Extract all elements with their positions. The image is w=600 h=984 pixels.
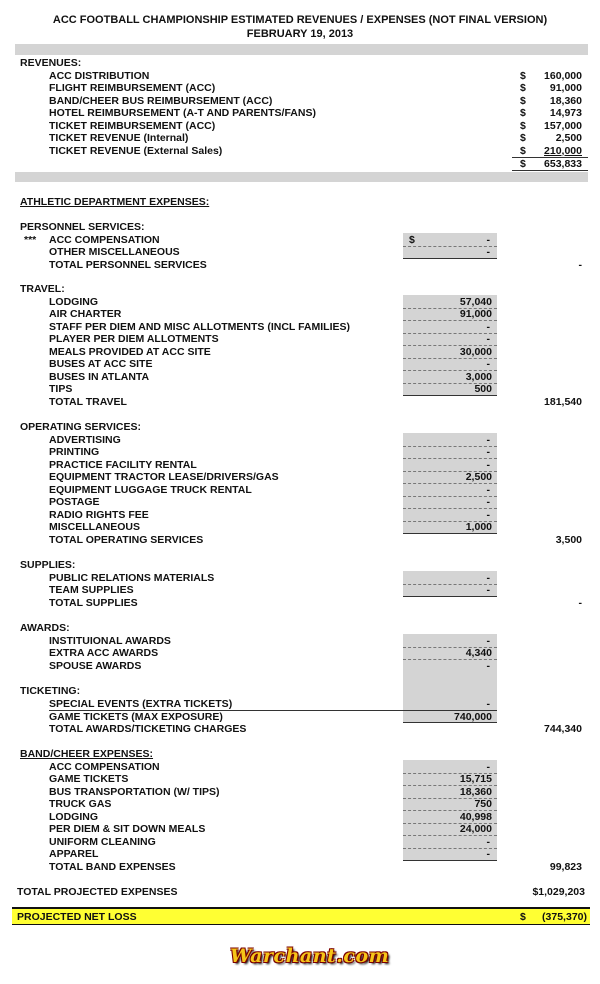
expense-label: LODGING (49, 296, 98, 308)
expense-value: - (486, 584, 490, 596)
value-rule (403, 659, 497, 660)
expense-value: 40,998 (459, 811, 492, 823)
expense-label: SPECIAL EVENTS (EXTRA TICKETS) (49, 698, 233, 710)
expense-value: 1,000 (465, 521, 492, 533)
expense-value: 91,000 (459, 308, 492, 320)
expense-value: 4,340 (465, 647, 492, 659)
expense-label: INSTITUIONAL AWARDS (49, 635, 171, 647)
subtotal-value: - (578, 259, 582, 271)
revenue-label: ACC DISTRIBUTION (49, 70, 150, 82)
expense-value: - (486, 761, 490, 773)
revenue-amount: 18,360 (549, 95, 582, 107)
revenue-label: TICKET REVENUE (Internal) (49, 132, 189, 144)
expense-value: - (486, 459, 490, 471)
travel-heading: TRAVEL: (20, 283, 65, 295)
expense-value: - (486, 484, 490, 496)
expense-value: - (486, 698, 490, 710)
subtotal-label: TOTAL PERSONNEL SERVICES (49, 259, 207, 271)
subtotal-label: TOTAL OPERATING SERVICES (49, 534, 204, 546)
expenses-heading: ATHLETIC DEPARTMENT EXPENSES: (20, 196, 210, 208)
acc-compensation-marker: *** (24, 234, 37, 246)
expense-value: - (486, 848, 490, 860)
expense-label: POSTAGE (49, 496, 100, 508)
expense-currency: $ (409, 234, 415, 246)
expense-label: PRACTICE FACILITY RENTAL (49, 459, 197, 471)
awards-heading: AWARDS: (20, 622, 70, 634)
value-rule (403, 584, 497, 585)
expense-value: 500 (474, 383, 492, 395)
revenue-amount: 210,000 (544, 145, 582, 157)
expense-value: - (486, 234, 490, 246)
value-rule (403, 320, 497, 321)
net-loss-value: (375,370) (542, 911, 587, 923)
subtotal-value: 181,540 (544, 396, 582, 408)
revenues-heading: REVENUES: (20, 57, 82, 69)
subtotal-label: TOTAL TRAVEL (49, 396, 127, 408)
revenue-label: TICKET REIMBURSEMENT (ACC) (49, 120, 216, 132)
expense-label: BUSES IN ATLANTA (49, 371, 150, 383)
value-rule (403, 860, 497, 861)
expense-label: STAFF PER DIEM AND MISC ALLOTMENTS (INCL FAMILIES) (49, 321, 350, 333)
value-rule (403, 722, 497, 723)
expense-value: - (486, 446, 490, 458)
expense-value: 18,360 (459, 786, 492, 798)
value-rule (403, 596, 497, 597)
expense-value: 750 (474, 798, 492, 810)
expense-value: - (486, 509, 490, 521)
value-rule (403, 496, 497, 497)
value-rule (403, 848, 497, 849)
personnel-heading: PERSONNEL SERVICES: (20, 221, 145, 233)
expense-label: TRUCK GAS (49, 798, 112, 810)
subtotal-value: 3,500 (555, 534, 582, 546)
revenue-currency: $ (520, 107, 526, 119)
value-rule (403, 446, 497, 447)
expense-label: MEALS PROVIDED AT ACC SITE (49, 346, 211, 358)
expense-value: 3,000 (465, 371, 492, 383)
expense-label: PER DIEM & SIT DOWN MEALS (49, 823, 206, 835)
expense-label: RADIO RIGHTS FEE (49, 509, 149, 521)
revenue-label: BAND/CHEER BUS REIMBURSEMENT (ACC) (49, 95, 273, 107)
expense-value: 2,500 (465, 471, 492, 483)
expense-label: APPAREL (49, 848, 99, 860)
value-rule (403, 533, 497, 534)
subtotal-label: TOTAL SUPPLIES (49, 597, 138, 609)
value-rule (403, 835, 497, 836)
expense-label: GAME TICKETS (49, 773, 129, 785)
subtotal-value: 744,340 (544, 723, 582, 735)
total-projected-expenses-value: $1,029,203 (532, 886, 585, 898)
expense-label: LODGING (49, 811, 98, 823)
operating-heading: OPERATING SERVICES: (20, 421, 141, 433)
revenue-total-currency: $ (520, 158, 526, 170)
expense-value: 24,000 (459, 823, 492, 835)
expense-label: UNIFORM CLEANING (49, 836, 156, 848)
expense-value: - (486, 358, 490, 370)
document-title: ACC FOOTBALL CHAMPIONSHIP ESTIMATED REVENUES / EXPENSES (NOT FINAL VERSION) (52, 14, 548, 26)
expense-label: ACC COMPENSATION (49, 761, 160, 773)
revenue-currency: $ (520, 95, 526, 107)
value-rule (403, 358, 497, 359)
net-loss-rule-bottom (12, 924, 590, 925)
value-rule (403, 246, 497, 247)
revenue-label: TICKET REVENUE (External Sales) (49, 145, 223, 157)
expense-label: EQUIPMENT TRACTOR LEASE/DRIVERS/GAS (49, 471, 279, 483)
expense-label: BUS TRANSPORTATION (W/ TIPS) (49, 786, 220, 798)
expense-value: 30,000 (459, 346, 492, 358)
revenue-amount: 157,000 (544, 120, 582, 132)
net-loss-currency: $ (520, 911, 526, 923)
expense-label: EXTRA ACC AWARDS (49, 647, 159, 659)
expense-label: EQUIPMENT LUGGAGE TRUCK RENTAL (49, 484, 252, 496)
revenue-total: 653,833 (544, 158, 582, 170)
supplies-heading: SUPPLIES: (20, 559, 76, 571)
document-date: FEBRUARY 19, 2013 (246, 28, 354, 40)
expense-value: - (486, 660, 490, 672)
expense-value: 740,000 (454, 711, 492, 723)
revenue-label: HOTEL REIMBURSEMENT (A-T AND PARENTS/FANS) (49, 107, 316, 119)
total-projected-expenses-label: TOTAL PROJECTED EXPENSES (17, 886, 178, 898)
expense-label: ACC COMPENSATION (49, 234, 160, 246)
expense-label: ADVERTISING (49, 434, 121, 446)
revenue-top-band (15, 44, 588, 55)
value-rule (403, 483, 497, 484)
subtotal-label: TOTAL AWARDS/TICKETING CHARGES (49, 723, 247, 735)
expense-label: GAME TICKETS (MAX EXPOSURE) (49, 711, 223, 723)
expense-value: - (486, 496, 490, 508)
expense-value: - (486, 836, 490, 848)
revenue-amount: 160,000 (544, 70, 582, 82)
expense-label: PLAYER PER DIEM ALLOTMENTS (49, 333, 219, 345)
warchant-logo: Warchant.com (230, 945, 390, 967)
revenue-currency: $ (520, 145, 526, 157)
expense-value: - (486, 321, 490, 333)
value-rule (403, 508, 497, 509)
expense-value: - (486, 246, 490, 258)
revenue-currency: $ (520, 82, 526, 94)
value-rule (403, 395, 497, 396)
expense-value: 15,715 (459, 773, 492, 785)
subtotal-value: 99,823 (549, 861, 582, 873)
subtotal-label: TOTAL BAND EXPENSES (49, 861, 176, 873)
revenue-total-rule-bottom (512, 170, 588, 171)
net-loss-label: PROJECTED NET LOSS (17, 911, 137, 923)
revenue-currency: $ (520, 70, 526, 82)
expense-label: BUSES AT ACC SITE (49, 358, 153, 370)
revenue-amount: 14,973 (549, 107, 582, 119)
expense-value: - (486, 333, 490, 345)
ticketing-heading: TICKETING: (20, 685, 81, 697)
revenue-currency: $ (520, 120, 526, 132)
expense-label: MISCELLANEOUS (49, 521, 141, 533)
expense-value: - (486, 572, 490, 584)
revenue-label: FLIGHT REIMBURSEMENT (ACC) (49, 82, 216, 94)
value-rule (403, 458, 497, 459)
band-heading: BAND/CHEER EXPENSES: (20, 748, 154, 760)
expense-value: - (486, 434, 490, 446)
expense-value: 57,040 (459, 296, 492, 308)
expense-label: PRINTING (49, 446, 100, 458)
value-rule (403, 333, 497, 334)
revenue-amount: 2,500 (555, 132, 582, 144)
expense-label: TEAM SUPPLIES (49, 584, 134, 596)
expense-label: AIR CHARTER (49, 308, 122, 320)
section-divider-band (15, 172, 588, 182)
value-rule (403, 258, 497, 259)
expense-label: SPOUSE AWARDS (49, 660, 142, 672)
revenue-currency: $ (520, 132, 526, 144)
subtotal-value: - (578, 597, 582, 609)
expense-label: OTHER MISCELLANEOUS (49, 246, 180, 258)
revenue-amount: 91,000 (549, 82, 582, 94)
expense-value: - (486, 635, 490, 647)
expense-label: PUBLIC RELATIONS MATERIALS (49, 572, 215, 584)
expense-label: TIPS (49, 383, 73, 395)
